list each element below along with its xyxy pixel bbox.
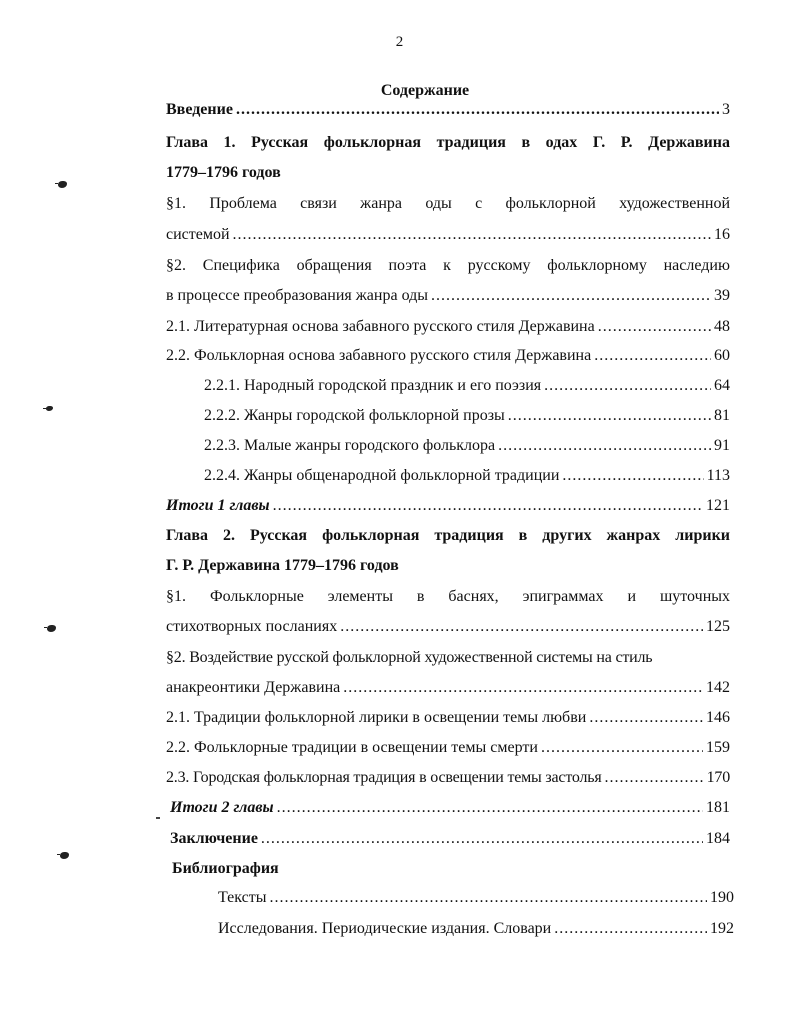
toc-entry-label: 2.2. Фольклорные традиции в освещении темы смерти (166, 739, 538, 756)
scan-mark (58, 181, 67, 188)
toc-chapter-2-line1 (166, 525, 730, 547)
dot-leader (340, 616, 703, 638)
dot-leader (554, 918, 707, 940)
word: традиция (436, 134, 506, 151)
toc-entry-page: 39 (714, 287, 730, 304)
word: к (443, 257, 451, 274)
toc-entry-label: 2.3. Городская фольклорная традиция в освещении темы застолья (166, 769, 602, 786)
word: и (627, 588, 637, 605)
word: §1. (166, 195, 186, 212)
toc-ch1-2-2 (166, 345, 730, 367)
word: наследию (663, 257, 730, 274)
toc-ch2-summary (170, 797, 730, 819)
toc-entry-page: 113 (706, 467, 730, 484)
word: элементы (327, 588, 393, 605)
toc-entry-page: 81 (714, 407, 730, 424)
word: Русская (251, 134, 309, 151)
dot-leader (273, 495, 703, 517)
word: §2. (166, 257, 186, 274)
word: Фольклорные (209, 588, 304, 605)
toc-ch2-2-2 (166, 737, 730, 759)
word: поэта (388, 257, 427, 274)
toc-entry-page: 121 (706, 497, 730, 514)
toc-ch2-section2-line1: §2. Воздействие русской фольклорной художественной системы на стиль (166, 649, 653, 666)
word: в (416, 588, 425, 605)
word: Русская (249, 527, 308, 544)
toc-ch1-section1-line1 (166, 193, 730, 215)
page-number: 2 (395, 34, 404, 50)
toc-conclusion (170, 828, 730, 850)
toc-ch2-2-3 (166, 767, 730, 789)
toc-entry-page: 64 (714, 377, 730, 394)
dot-leader (498, 435, 711, 457)
dot-leader (261, 828, 703, 850)
toc-entry-page: 159 (706, 739, 730, 756)
toc-entry-page: 125 (706, 618, 730, 635)
toc-entry-label: 2.2.4. Жанры общенародной фольклорной традиции (204, 467, 560, 484)
toc-chapter-2-line2: Г. Р. Державина 1779–1796 годов (166, 557, 399, 574)
toc-ch1-summary (166, 495, 730, 517)
toc-entry-label: 2.2.1. Народный городской праздник и его поэзия (204, 377, 542, 394)
word: шуточных (659, 588, 730, 605)
toc-entry-label: системой (166, 226, 230, 243)
scan-mark (47, 625, 56, 632)
word: с (475, 195, 483, 212)
toc-entry-page: 142 (706, 679, 730, 696)
toc-entry-label: 2.2. Фольклорная основа забавного русского стиля Державина (166, 347, 592, 364)
toc-entry-label: в процессе преобразования жанра оды (166, 287, 428, 304)
word: 2. (222, 527, 235, 544)
dot-leader (236, 99, 719, 121)
word: Р. (620, 134, 633, 151)
toc-title: Содержание (380, 82, 470, 99)
dot-leader (544, 375, 711, 397)
toc-entry-page: 60 (714, 347, 730, 364)
dot-leader (508, 405, 711, 427)
toc-ch2-section2-line2 (166, 677, 730, 699)
toc-entry-label: стихотворных посланиях (166, 618, 338, 635)
toc-entry-page: 16 (714, 226, 730, 243)
word: Глава (166, 527, 208, 544)
word: Г. (592, 134, 606, 151)
toc-bibliography-studies (218, 918, 734, 940)
word: фольклорная (322, 527, 420, 544)
word: жанра (360, 195, 402, 212)
word: в (521, 134, 531, 151)
dot-leader (277, 797, 703, 819)
toc-entry-label: Тексты (218, 889, 267, 906)
toc-entry-page: 91 (714, 437, 730, 454)
toc-entry-page: 146 (706, 709, 730, 726)
scan-speck (156, 817, 160, 819)
toc-entry-label: Заключение (170, 830, 258, 847)
word: русскому (467, 257, 531, 274)
dot-leader (562, 465, 703, 487)
toc-entry-label: Исследования. Периодические издания. Словари (218, 920, 552, 937)
dot-leader (605, 767, 704, 789)
dot-leader (343, 677, 703, 699)
word: Специфика (202, 257, 280, 274)
toc-entry-page: 184 (706, 830, 730, 847)
toc-entry-page: 3 (722, 101, 730, 118)
word: Глава (166, 134, 208, 151)
word: одах (545, 134, 578, 151)
word: Державина (648, 134, 730, 151)
word: других (542, 527, 592, 544)
toc-entry-page: 48 (714, 318, 730, 335)
word: Проблема (209, 195, 277, 212)
word: жанрах (606, 527, 661, 544)
word: §1. (166, 588, 186, 605)
word: лирики (675, 527, 730, 544)
dot-leader (269, 887, 707, 909)
toc-bibliography: Библиография (172, 860, 279, 877)
scan-mark (46, 406, 53, 411)
toc-entry-intro (166, 99, 730, 121)
toc-ch2-section1-line1 (166, 586, 730, 608)
toc-ch1-2-2-2 (204, 405, 730, 427)
toc-entry-label: Введение (166, 101, 233, 118)
toc-entry-page: 190 (710, 889, 734, 906)
toc-chapter-1-line2: 1779–1796 годов (166, 164, 281, 181)
word: обращения (296, 257, 372, 274)
toc-entry-page: 170 (706, 769, 730, 786)
word: фольклорному (547, 257, 647, 274)
word: эпиграммах (522, 588, 604, 605)
toc-entry-label: 2.2.2. Жанры городской фольклорной прозы (204, 407, 505, 424)
word: в (518, 527, 528, 544)
word: связи (300, 195, 337, 212)
word: художественной (619, 195, 730, 212)
toc-ch2-2-1 (166, 707, 730, 729)
toc-ch2-section1-line2 (166, 616, 730, 638)
word: оды (425, 195, 452, 212)
dot-leader (598, 316, 711, 338)
scan-mark (60, 852, 69, 859)
toc-ch1-2-1 (166, 316, 730, 338)
toc-ch1-2-2-4 (204, 465, 730, 487)
toc-entry-page: 192 (710, 920, 734, 937)
word: баснях, (448, 588, 499, 605)
word: фольклорная (323, 134, 422, 151)
toc-entry-label: 2.1. Литературная основа забавного русского стиля Державина (166, 318, 595, 335)
toc-entry-label: 2.2.3. Малые жанры городского фольклора (204, 437, 496, 454)
dot-leader (233, 224, 711, 246)
toc-ch1-section1-line2 (166, 224, 730, 246)
toc-chapter-1-line1 (166, 132, 730, 154)
toc-bibliography-texts (218, 887, 734, 909)
toc-ch1-2-2-1 (204, 375, 730, 397)
dot-leader (594, 345, 711, 367)
dot-leader (431, 285, 711, 307)
toc-entry-label: 2.1. Традиции фольклорной лирики в освещении темы любви (166, 709, 587, 726)
toc-ch1-section2-line2 (166, 285, 730, 307)
word: фольклорной (505, 195, 596, 212)
toc-entry-page: 181 (706, 799, 730, 816)
dot-leader (541, 737, 703, 759)
toc-ch1-2-2-3 (204, 435, 730, 457)
word: традиция (434, 527, 504, 544)
toc-entry-label: анакреонтики Державина (166, 679, 341, 696)
word: 1. (223, 134, 236, 151)
toc-entry-label: Итоги 2 главы (170, 799, 274, 816)
toc-ch1-section2-line1 (166, 255, 730, 277)
toc-entry-label: Итоги 1 главы (166, 497, 270, 514)
dot-leader (589, 707, 703, 729)
